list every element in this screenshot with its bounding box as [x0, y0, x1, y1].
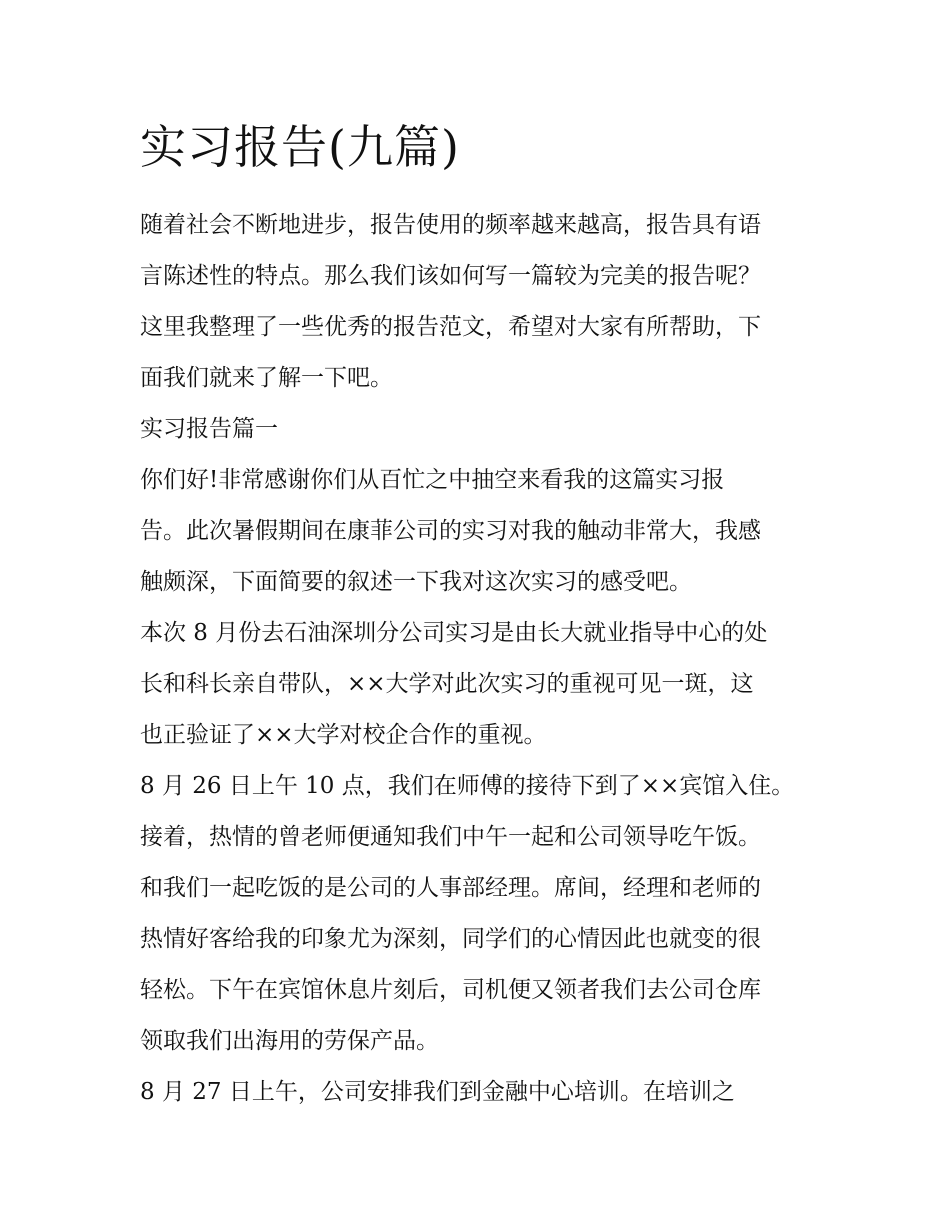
text-line: 面我们就来了解一下吧。	[140, 365, 393, 391]
text-line: 实习报告篇一	[140, 416, 278, 442]
text-line: 接着，热情的曾老师便通知我们中午一起和公司领导吃午饭。	[140, 824, 761, 850]
text-line: 8 月 26 日上午 10 点，我们在师傅的接待下到了××宾馆入住。	[140, 773, 795, 799]
text-line: 随着社会不断地进步，报告使用的频率越来越高，报告具有语	[140, 212, 761, 238]
text-line: 这里我整理了一些优秀的报告范文，希望对大家有所帮助，下	[140, 314, 761, 340]
text-line: 领取我们出海用的劳保产品。	[140, 1028, 439, 1054]
text-line: 触颇深，下面简要的叙述一下我对这次实习的感受吧。	[140, 569, 692, 595]
text-line: 言陈述性的特点。那么我们该如何写一篇较为完美的报告呢？	[140, 263, 761, 289]
text-line: 8 月 27 日上午，公司安排我们到金融中心培训。在培训之	[140, 1079, 735, 1105]
text-line: 和我们一起吃饭的是公司的人事部经理。席间，经理和老师的	[140, 875, 761, 901]
internship-intro-paragraph	[140, 608, 820, 761]
document-body	[140, 200, 820, 1118]
text-line: 也正验证了××大学对校企合作的重视。	[140, 722, 547, 748]
section-heading	[140, 404, 820, 455]
document-title: 实习报告(九篇)	[140, 120, 460, 174]
aug27-paragraph	[140, 1067, 820, 1118]
intro-paragraph	[140, 200, 820, 404]
text-line: 长和科长亲自带队，××大学对此次实习的重视可见一斑，这	[140, 671, 754, 697]
text-line: 热情好客给我的印象尤为深刻，同学们的心情因此也就变的很	[140, 926, 761, 952]
aug26-paragraph	[140, 761, 820, 1067]
text-line: 告。此次暑假期间在康菲公司的实习对我的触动非常大，我感	[140, 518, 761, 544]
text-line: 你们好!非常感谢你们从百忙之中抽空来看我的这篇实习报	[140, 467, 725, 493]
greeting-paragraph	[140, 455, 820, 608]
text-line: 本次 8 月份去石油深圳分公司实习是由长大就业指导中心的处	[140, 620, 768, 646]
text-line: 轻松。下午在宾馆休息片刻后，司机便又领者我们去公司仓库	[140, 977, 761, 1003]
